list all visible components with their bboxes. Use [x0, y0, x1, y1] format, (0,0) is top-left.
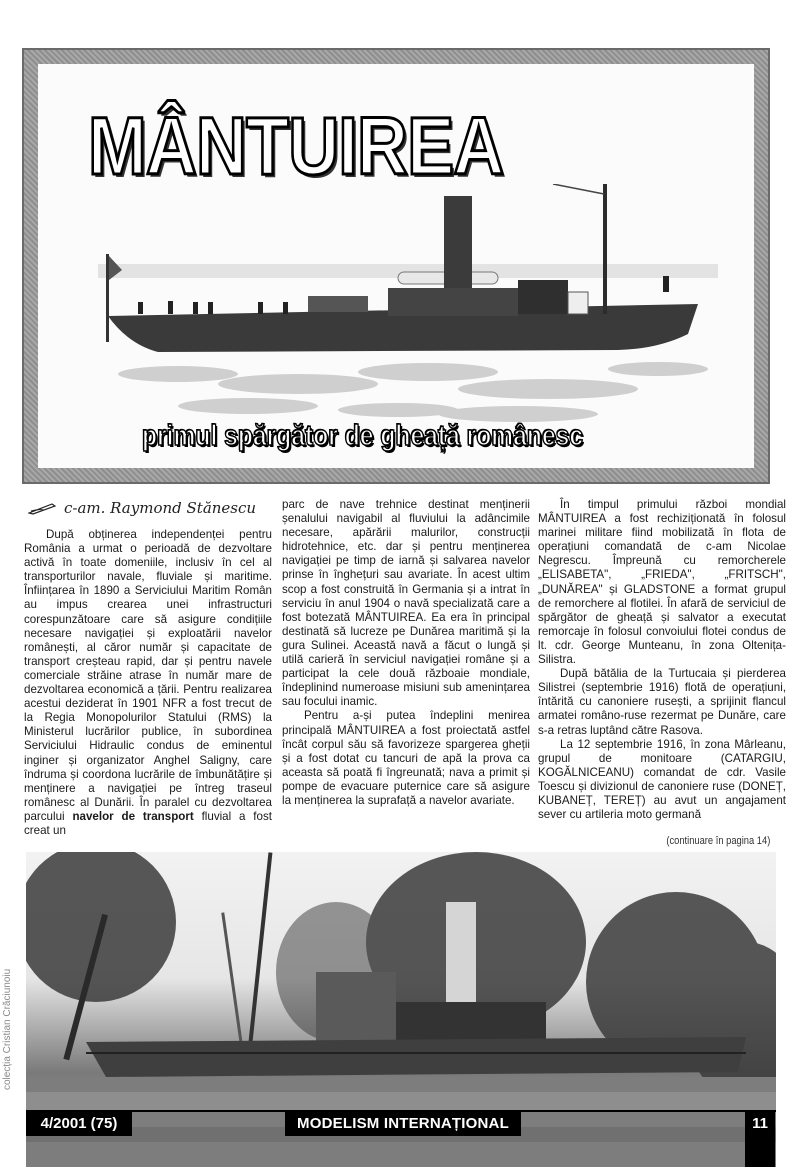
hero-photo-frame: [22, 48, 770, 484]
article-paragraph: După obținerea independenței pentru România a urmat o perioadă de dezvoltare activă în toate domeniile, inclusiv în cel al transporturilor navale, fluviale și maritime. Înființarea în 1890 a Serviciului Maritim Român au impus crearea unei infrastructuri corespunzătoare care să asigure condițiile necesare navigației și exploatării navelor românești, al căror număr și capacitate de transport creșteau rapid, dar și pentru navele comerciale străine atrase în număr mare de dezvoltarea economică a țării. Pentru realizarea acestui deziderat în 1901 NFR a fost trecut de la Regia Monopolurilor Statului (RMS) la Ministerul lucrărilor publice, în subordinea Serviciului Hidraulic condus de eminentul inginer și organizator Anghel Saligny, care îndruma și coordona lucrările de îmbunătățire și menținere a navigației pe întreg traseul românesc al Dunării. În paralel cu dezvoltarea parcului navelor de transport fluvial a fost creat un: [24, 528, 272, 837]
article-paragraph: După bătălia de la Turtucaia și pierderea Silistrei (septembrie 1916) flotă de operațiuni, întărită cu canoniere rusești, a sprijinit flancul armatei româno-ruse rezermat pe Dunăre, care s-a retras luptând către Rasova.: [538, 667, 786, 737]
byline: [28, 497, 268, 519]
photo-credit: colecția Cristian Crăciunoiu: [2, 968, 13, 1090]
article-title: MÂNTUIREA: [88, 101, 504, 192]
article-column-2: [282, 498, 530, 808]
article-paragraph: În timpul primului război mondial MÂNTUIREA a fost rechiziționată în folosul marinei militare fiind mobilizată în flota de operațiuni comandată de c-am Nicolae Negrescu. Împreună cu remorcherele „ELISABETA", „FRIEDA", „FRITSCH", „DUNĂREA" și GLADSTONE a format grupul de remorchere al flotilei. În afară de serviciul de spărgător de gheață și salvator a executat remorcaje în folosul convoiului flotei condus de lt. cdr. George Munteanu, în zona Oltenița-Silistra.: [538, 498, 786, 667]
continuation-note: (continuare în pagina 14): [666, 835, 770, 847]
pen-icon: [28, 501, 56, 515]
author-name: c-am. Raymond Stănescu: [64, 499, 257, 517]
article-subtitle: primul spărgător de gheață românesc: [142, 420, 584, 452]
article-paragraph: La 12 septembrie 1916, în zona Mârleanu, grupul de monitoare (CATARGIU, KOGĂLNICEANU) comandat de cdr. Vasile Toescu și divizionul de canoniere ruse (DONEȚ, KUBANEȚ, TEREȚ) au avut un angajament sever cu artileria moto germană: [538, 737, 786, 822]
magazine-name: MODELISM INTERNAȚIONAL: [285, 1110, 521, 1136]
issue-number: 4/2001 (75): [26, 1110, 132, 1136]
article-paragraph: parc de nave trehnice destinat menținerii șenalului navigabil al fluviului la adâncimile necesare, apărării malurilor, construcții hidrotehnice, etc. dar și pentru menținerea navigației pe timp de iarnă și salvarea navelor prinse în înghețuri sau avariate. În acest ultim scop a fost construită în Germania și a intrat în serviciu în anul 1904 o navă specializată care a fost botezată MÂNTUIREA. Ea era în principal destinată să lucreze pe Dunărea maritimă și la gura Sulinei. Această navă a făcut o lungă și utilă carieră în serviciul navigației române și a participat la cele două războaie mondiale, îndeplinind numeroase misiuni sub amenințarea sau focului inamic.: [282, 498, 530, 709]
page-number: 11: [745, 1110, 775, 1167]
article-column-1: [24, 528, 272, 838]
bold-phrase: navelor de transport: [72, 809, 194, 823]
hero-photo: [38, 64, 754, 468]
article-paragraph: Pentru a-și putea îndeplini menirea principală MÂNTUIREA a fost proiectată astfel încât corpul său să favorizeze spargerea gheții și a fost dotat cu tancuri de apă la prova ca aceasta să poată fi îngreunată; nava a primit și pompe de evacuare puternice care să asigure la menținerea la suprafață a navelor avariate.: [282, 709, 530, 807]
article-column-3: [538, 498, 786, 822]
icebreaker-ship-photo: [98, 184, 718, 424]
